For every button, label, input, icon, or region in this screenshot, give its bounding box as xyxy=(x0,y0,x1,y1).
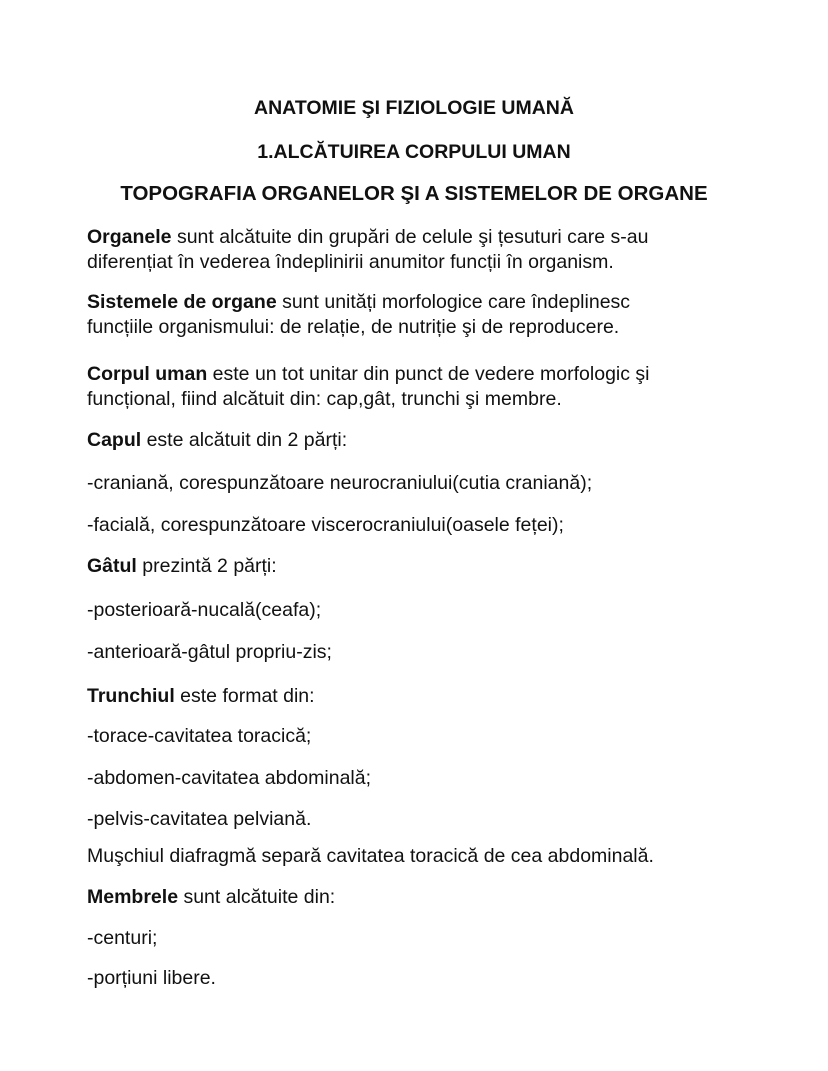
paragraph-gatul xyxy=(87,554,277,579)
term: Gâtul xyxy=(87,555,137,577)
text: este un tot unitar din punct de vedere morfologic şi xyxy=(207,363,650,385)
text: este alcătuit din 2 părți: xyxy=(141,429,348,451)
term: Corpul uman xyxy=(87,363,208,385)
list-item: -porțiuni libere. xyxy=(87,967,216,989)
term: Membrele xyxy=(87,886,179,908)
text: sunt unități morfologice care îndeplinesc xyxy=(276,291,631,313)
document-title: ANATOMIE ŞI FIZIOLOGIE UMANĂ xyxy=(254,97,574,119)
paragraph-sisteme xyxy=(87,290,630,315)
term: Capul xyxy=(87,429,142,451)
list-item: -pelvis-cavitatea pelviană. xyxy=(87,808,312,830)
text: sunt alcătuite din grupări de celule şi țesuturi care s-au xyxy=(171,226,649,248)
paragraph-capul xyxy=(87,428,347,453)
text: sunt alcătuite din: xyxy=(178,886,336,908)
paragraph-line: funcțiile organismului: de relație, de nutriție şi de reproducere. xyxy=(87,316,620,338)
text: este format din: xyxy=(174,685,315,707)
term: Sistemele de organe xyxy=(87,291,277,313)
paragraph-trunchiul xyxy=(87,684,315,709)
term: Organele xyxy=(87,226,172,248)
paragraph-organele xyxy=(87,225,648,250)
text: prezintă 2 părți: xyxy=(136,555,277,577)
list-item: -centuri; xyxy=(87,927,158,949)
paragraph-corpul xyxy=(87,362,650,387)
section-heading: TOPOGRAFIA ORGANELOR ŞI A SISTEMELOR DE ORGANE xyxy=(120,182,708,205)
list-item: -torace-cavitatea toracică; xyxy=(87,725,312,747)
paragraph-membrele xyxy=(87,885,335,910)
list-item: -anterioară-gâtul propriu-zis; xyxy=(87,641,332,663)
paragraph-line: funcțional, fiind alcătuit din: cap,gât, trunchi şi membre. xyxy=(87,388,562,410)
list-item: -facială, corespunzătoare viscerocraniului(oasele feței); xyxy=(87,514,564,536)
list-item: -posterioară-nucală(ceafa); xyxy=(87,599,322,621)
chapter-heading: 1.ALCĂTUIREA CORPULUI UMAN xyxy=(257,141,571,163)
paragraph-line: diferențiat în vederea îndeplinirii anumitor funcții în organism. xyxy=(87,251,614,273)
list-item: -abdomen-cavitatea abdominală; xyxy=(87,767,372,789)
list-item: -craniană, corespunzătoare neurocraniului(cutia craniană); xyxy=(87,472,593,494)
term: Trunchiul xyxy=(87,685,175,707)
paragraph-diafragma: Muşchiul diafragmă separă cavitatea toracică de cea abdominală. xyxy=(87,845,654,867)
